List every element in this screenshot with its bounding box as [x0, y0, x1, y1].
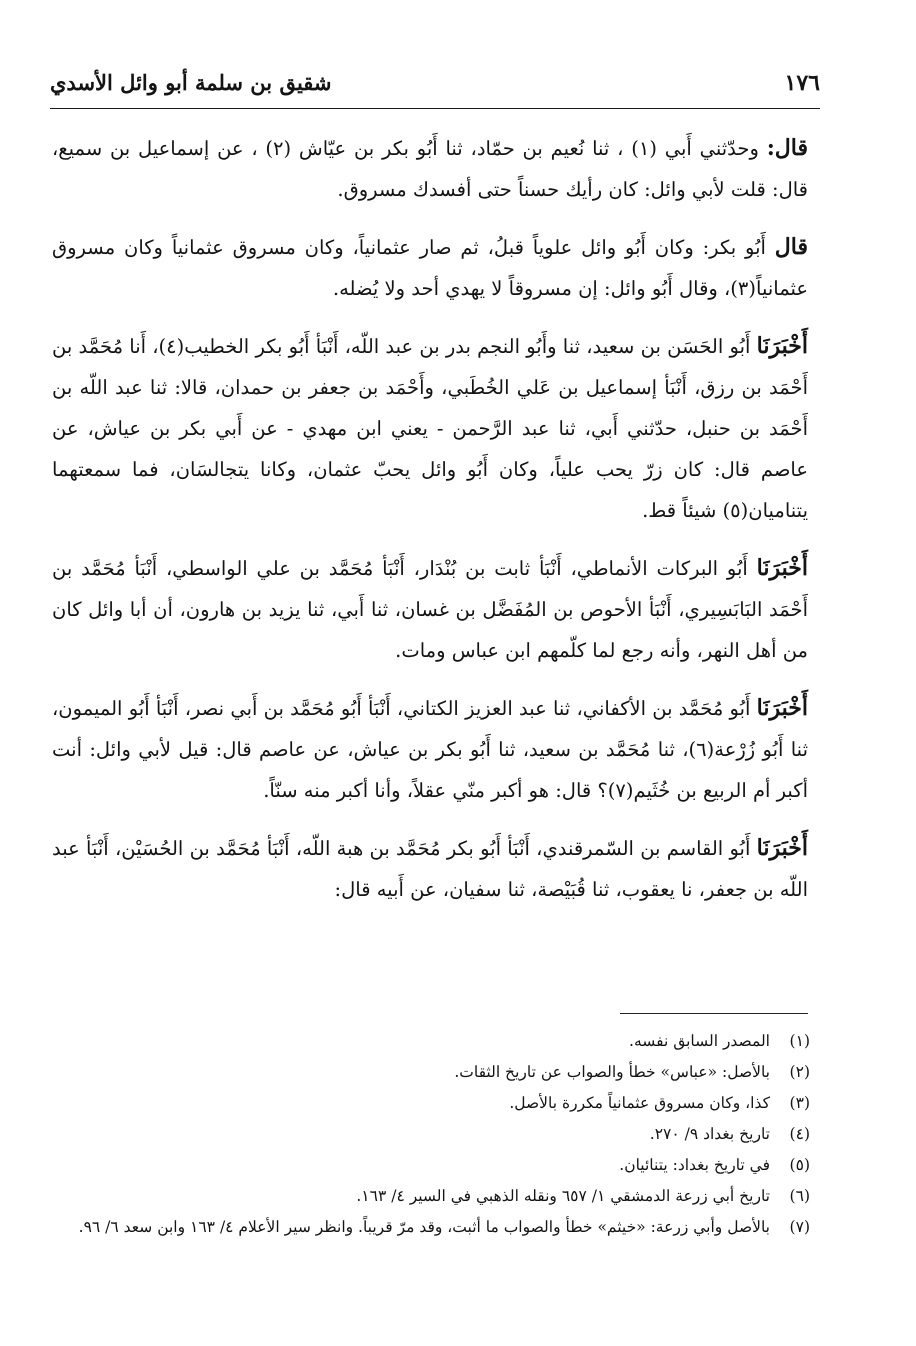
header-rule — [50, 108, 820, 109]
paragraph-lead: أَخْبَرَنَا — [756, 695, 808, 721]
paragraph-lead: أَخْبَرَنَا — [756, 333, 808, 359]
paragraph-lead: قال: — [766, 135, 809, 161]
footnote-number: (٦) — [789, 1187, 810, 1205]
paragraph-lead: أَخْبَرَنَا — [756, 555, 808, 581]
footnote-rule — [620, 1013, 808, 1014]
footnote-text: تاريخ بغداد ٩/ ٢٧٠. — [649, 1125, 770, 1143]
footnote — [60, 1212, 810, 1243]
footnote-number: (٧) — [789, 1218, 810, 1236]
page-header — [50, 70, 820, 106]
footnote-text: بالأصل: «عباس» خطأ والصواب عن تاريخ الثقات. — [454, 1063, 770, 1081]
paragraph-text: أَبُو البركات الأنماطي، أَنْبَأ ثابت بن بُنْدَار، أَنْبَأ مُحَمَّد بن علي الواسطي، أَنْبَأ مُحَمَّد بن أَحْمَد البَابَسِيري، أَنْبَأ الأحوص بن المُفَضَّل بن غسان، ثنا أَبي، ثنا يزيد بن هارون، أن أبا وائل كان من أهل النهر، وأنه رجع لما كلّمهم ابن عباس ومات. — [52, 557, 808, 662]
main-text — [52, 128, 808, 927]
running-title: شقيق بن سلمة أبو وائل الأسدي — [50, 70, 332, 95]
footnote-number: (١) — [789, 1032, 810, 1050]
footnote — [60, 1057, 810, 1088]
footnote — [60, 1150, 810, 1181]
paragraph — [52, 548, 808, 671]
footnote-text: تاريخ أبي زرعة الدمشقي ١/ ٦٥٧ ونقله الذهبي في السير ٤/ ١٦٣. — [356, 1187, 770, 1205]
paragraph-text: أَبُو القاسم بن السّمرقندي، أَنْبَأ أَبُو بكر مُحَمَّد بن هبة اللّه، أَنْبَأ مُحَمَّد بن الحُسَيْن، أَنْبَأ عبد اللّه بن جعفر، نا يعقوب، ثنا قُبَيْصة، ثنا سفيان، عن أَبيه قال: — [52, 837, 808, 901]
footnote-text: المصدر السابق نفسه. — [629, 1032, 770, 1050]
paragraph — [52, 326, 808, 531]
footnote — [60, 1119, 810, 1150]
paragraph — [52, 227, 808, 309]
paragraph-text: أَبُو الحَسَن بن سعيد، ثنا وأَبُو النجم بدر بن عبد اللّه، أَنْبَأ أَبُو بكر الخطيب(٤)، أَنا مُحَمَّد بن أَحْمَد بن رزق، أَنْبَأ إسماعيل بن عَلي الخُطَبي، وأَحْمَد بن جعفر بن حمدان، قالا: ثنا عبد اللّه بن أَحْمَد بن حنبل، حدّثني أَبي، ثنا عبد الرَّحمن - يعني ابن مهدي - عن أَبي بكر بن عياش، عن عاصم قال: كان زرّ يحب علياً، وكان أَبُو وائل يحبّ عثمان، وكانا يتجالسَان، فما سمعتهما يتناميان(٥) شيئاً قط. — [52, 335, 808, 522]
footnotes — [60, 1026, 810, 1243]
paragraph — [52, 128, 808, 210]
footnote-number: (٤) — [789, 1125, 810, 1143]
paragraph-text: وحدّثني أَبي (١) ، ثنا نُعيم بن حمّاد، ثنا أَبُو بكر بن عيّاش (٢) ، عن إسماعيل بن سميع، قال: قلت لأبي وائل: كان رأيك حسناً حتى أفسدك مسروق. — [52, 137, 808, 201]
paragraph-lead: أَخْبَرَنَا — [756, 835, 808, 861]
footnote — [60, 1088, 810, 1119]
paragraph-lead: قال — [774, 234, 808, 260]
page-number: ١٧٦ — [784, 70, 820, 96]
footnote — [60, 1181, 810, 1212]
paragraph — [52, 688, 808, 811]
footnote-number: (٢) — [789, 1063, 810, 1081]
paragraph-text: أَبُو بكر: وكان أَبُو وائل علوياً قبلُ، ثم صار عثمانياً، وكان مسروق عثمانياً وكان مسروق عثمانياً(٣)، وقال أَبُو وائل: إن مسروقاً لا يهدي أحد ولا يُضله. — [52, 236, 808, 300]
footnote-number: (٥) — [789, 1156, 810, 1174]
footnote-number: (٣) — [789, 1094, 810, 1112]
footnote — [60, 1026, 810, 1057]
paragraph — [52, 828, 808, 910]
paragraph-text: أَبُو مُحَمَّد بن الأكفاني، ثنا عبد العزيز الكتاني، أَنْبَأ أَبُو مُحَمَّد بن أَبي نصر، أَنْبَأ أَبُو الميمون، ثنا أَبُو زُرْعة(٦)، ثنا مُحَمَّد بن سعيد، ثنا أَبُو بكر بن عياش، عن عاصم قال: قيل لأبي وائل: أنت أكبر أم الربيع بن خُثَيم(٧)؟ قال: هو أكبر منّي عقلاً، وأنا أكبر منه سنّاً. — [52, 697, 808, 802]
footnote-text: كذا، وكان مسروق عثمانياً مكررة بالأصل. — [509, 1094, 770, 1112]
footnote-text: في تاريخ بغداد: يتنائيان. — [619, 1156, 770, 1174]
footnote-text: بالأصل وأبي زرعة: «خيثم» خطأ والصواب ما أثبت، وقد مرّ قريباً. وانظر سير الأعلام ٤/ ١٦٣ وابن سعد ٦/ ٩٦. — [78, 1218, 770, 1236]
